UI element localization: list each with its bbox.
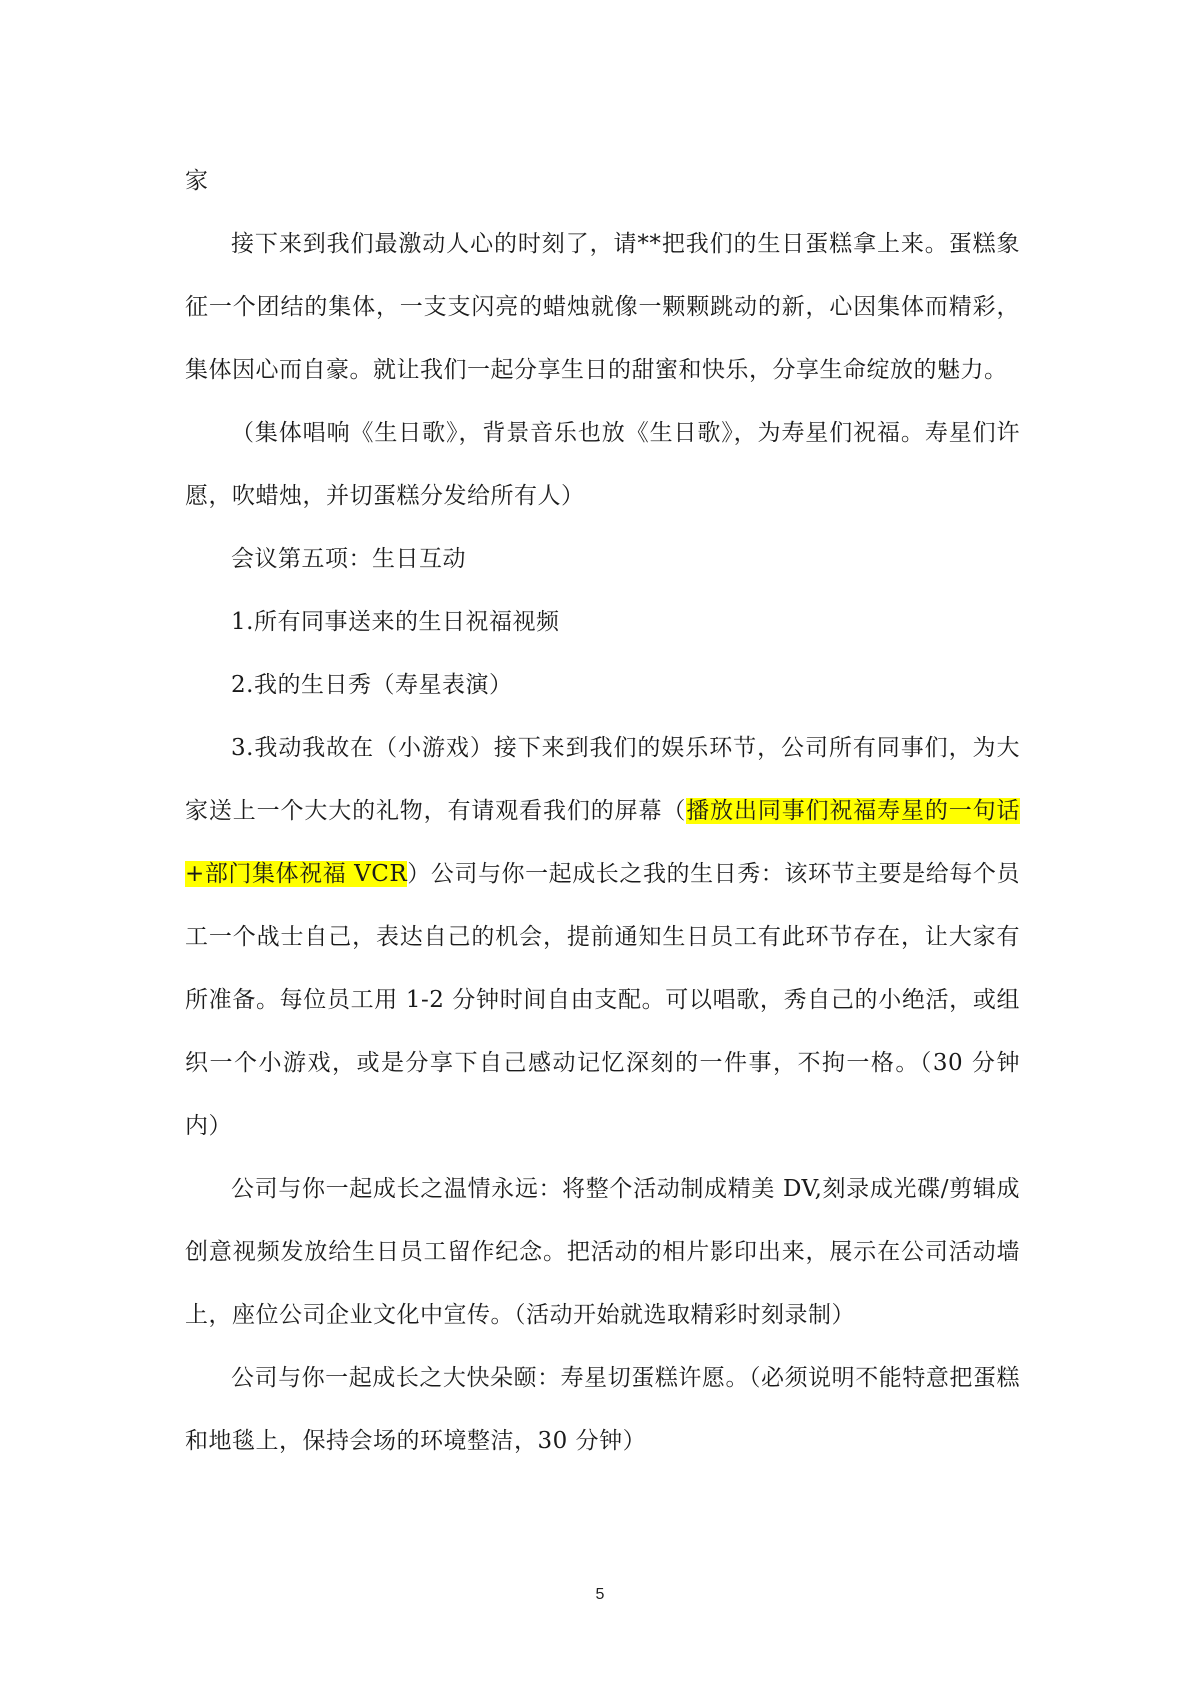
paragraph-continuation: 家 (185, 168, 209, 194)
paragraph-birthday-song: （集体唱响《生日歌》，背景音乐也放《生日歌》，为寿星们祝福。寿星们许愿，吹蜡烛，并切蛋糕分发给所有人） (185, 420, 1020, 509)
highlighted-text: 播放出同事们祝福寿星的一句话+部门集体祝福 VCR (185, 798, 1021, 887)
paragraph-feast: 公司与你一起成长之大快朵颐：寿星切蛋糕许愿。（必须说明不能特意把蛋糕和地毯上，保持会场的环境整洁，30 分钟） (185, 1365, 1020, 1454)
document-body (185, 150, 1020, 1473)
list-item-2: 2.我的生日秀（寿星表演） (231, 672, 513, 698)
list-item-1: 1.所有同事送来的生日祝福视频 (231, 609, 560, 635)
paragraph-cake: 接下来到我们最激动人心的时刻了，请**把我们的生日蛋糕拿上来。蛋糕象征一个团结的集体，一支支闪亮的蜡烛就像一颗颗跳动的新，心因集体而精彩，集体因心而自豪。就让我们一起分享生日的甜蜜和快乐，分享生命绽放的魅力。 (185, 231, 1020, 383)
page-number: 5 (595, 1586, 605, 1603)
list-item-3-text-before: 3.我动我故在（小游戏）接下来到我们的娱乐环节，公司所有同事们，为大家送上一个大大的礼物，有请观看我们的屏幕（ (185, 735, 1020, 824)
paragraph-warm-forever: 公司与你一起成长之温情永远：将整个活动制成精美 DV,刻录成光碟/剪辑成创意视频发放给生日员工留作纪念。把活动的相片影印出来，展示在公司活动墙上，座位公司企业文化中宣传。（活动开始就选取精彩时刻录制） (185, 1176, 1020, 1328)
section-heading-item-five: 会议第五项：生日互动 (231, 546, 466, 572)
list-item-3-text-after: ）公司与你一起成长之我的生日秀：该环节主要是给每个员工一个战士自己，表达自己的机会，提前通知生日员工有此环节存在，让大家有所准备。每位员工用 1-2 分钟时间自由支配。可以唱歌，秀自己的小绝活，或组织一个小游戏，或是分享下自己感动记忆深刻的一件事，不拘一格。（30 分钟内） (185, 861, 1020, 1139)
list-item-3 (185, 717, 1020, 1158)
